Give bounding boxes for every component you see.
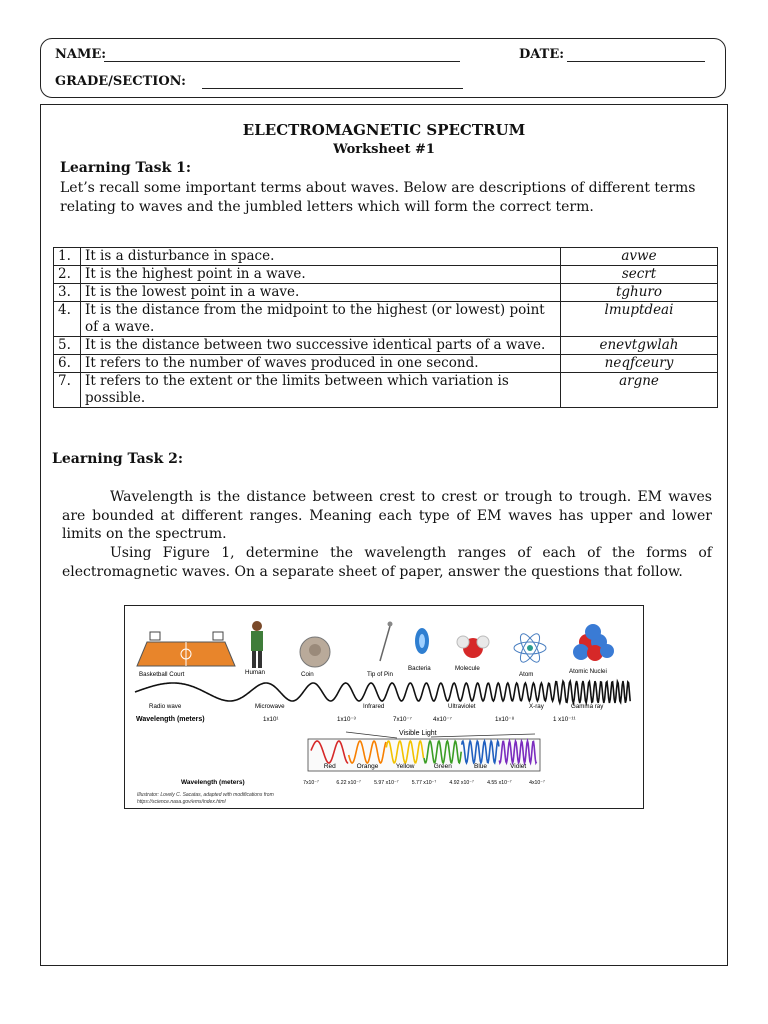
task1-intro: Let’s recall some important terms about waves. Below are descriptions of different terms relating to waves and the jumbled letters which will form the correct term. <box>60 180 696 215</box>
row-jumbled-letters: enevtgwlah <box>561 337 718 355</box>
wavelength-value: 1 x10⁻¹¹ <box>553 716 576 723</box>
row-jumbled-letters: tghuro <box>561 284 718 302</box>
object-label: Human <box>245 669 265 676</box>
task1-heading: Learning Task 1: <box>60 160 192 176</box>
table-row <box>54 284 718 302</box>
row-number: 1. <box>54 248 81 266</box>
wavelength-axis-label: Wavelength (meters) <box>136 716 205 723</box>
page-title: ELECTROMAGNETIC SPECTRUM <box>242 121 526 139</box>
color-label: Red <box>323 763 336 770</box>
row-jumbled-letters: avwe <box>561 248 718 266</box>
color-label: Violet <box>510 763 527 770</box>
row-number: 7. <box>54 373 81 408</box>
visible-values <box>303 780 545 786</box>
band-label: Infrared <box>363 703 385 710</box>
object-label: Atomic Nuclei <box>569 668 607 675</box>
color-label: Blue <box>473 763 488 770</box>
human-icon <box>251 621 263 668</box>
row-number: 4. <box>54 302 81 337</box>
atom-icon <box>514 631 546 665</box>
row-description: It is the highest point in a wave. <box>81 266 561 284</box>
object-label: Atom <box>519 671 534 678</box>
table-row <box>54 355 718 373</box>
spectrum-wave <box>135 681 630 703</box>
visible-wavelength-value: 4.55 x10⁻⁷ <box>487 780 512 786</box>
row-description: It is the distance between two successive identical parts of a wave. <box>81 337 561 355</box>
page-subtitle: Worksheet #1 <box>333 142 435 157</box>
name-label: NAME: <box>55 47 107 62</box>
object-label: Molecule <box>455 665 480 672</box>
visible-wavelength-value: 7x10⁻⁷ <box>303 780 319 786</box>
row-jumbled-letters: secrt <box>561 266 718 284</box>
table-row <box>54 302 718 337</box>
visible-wavelength-value: 4.92 x10⁻⁷ <box>449 780 474 786</box>
date-label: DATE: <box>519 47 565 62</box>
row-number: 6. <box>54 355 81 373</box>
visible-wavelength-value: 5.77 x10⁻⁷ <box>411 780 437 786</box>
coin-icon <box>300 637 330 667</box>
em-spectrum-figure <box>124 605 644 809</box>
wavelength-values <box>263 716 576 723</box>
task2-paragraph-2: Using Figure 1, determine the wavelength ranges of each of the forms of electromagnetic waves. On a separate sheet of paper, answer the questions that follow. <box>62 545 712 580</box>
row-jumbled-letters: argne <box>561 373 718 408</box>
figure-credit-line1: Illustrator: Lovely C. Sacatas, adapted with modifications from <box>137 792 274 798</box>
object-label: Basketball Court <box>139 671 185 678</box>
band-label: Radio wave <box>149 703 182 710</box>
object-labels <box>139 665 607 678</box>
object-label: Coin <box>301 671 314 678</box>
row-description: It refers to the number of waves produced in one second. <box>81 355 561 373</box>
wavelength-value: 1x10⁻³ <box>337 716 356 723</box>
visible-light-label: Visible Light <box>399 730 437 737</box>
molecule-icon <box>457 636 489 658</box>
row-description: It is the lowest point in a wave. <box>81 284 561 302</box>
band-labels <box>149 703 604 710</box>
terms-table <box>53 247 718 408</box>
band-label: Gamma ray <box>571 703 604 710</box>
color-label: Yellow <box>395 763 415 770</box>
basketball-court-icon <box>137 632 235 666</box>
bacteria-icon <box>415 628 429 654</box>
visible-wavelength-value: 5.97 x10⁻⁷ <box>374 780 399 786</box>
row-jumbled-letters: lmuptdeai <box>561 302 718 337</box>
visible-wavelength-axis-label: Wavelength (meters) <box>181 779 245 786</box>
row-description: It is a disturbance in space. <box>81 248 561 266</box>
color-label: Orange <box>356 763 379 770</box>
band-label: X-ray <box>529 703 544 710</box>
visible-wavelength-value: 6.22 x10⁻⁷ <box>336 780 361 786</box>
color-label: Green <box>433 763 452 770</box>
atomic-nuclei-icon <box>573 624 614 661</box>
row-number: 3. <box>54 284 81 302</box>
row-number: 5. <box>54 337 81 355</box>
wavelength-value: 4x10⁻⁷ <box>433 716 452 723</box>
object-label: Bacteria <box>408 665 431 672</box>
table-row <box>54 248 718 266</box>
pin-icon <box>380 622 393 662</box>
wavelength-value: 7x10⁻⁷ <box>393 716 412 723</box>
band-label: Ultraviolet <box>448 703 476 710</box>
em-spectrum-illustration <box>125 606 643 808</box>
band-label: Microwave <box>255 703 285 710</box>
task2-paragraph-1: Wavelength is the distance between crest to crest or trough to trough. EM waves are bounded at different ranges. Meaning each type of EM waves has upper and lower limits on the spectrum. <box>62 489 712 542</box>
wavelength-value: 1x10¹ <box>263 716 279 723</box>
row-description: It refers to the extent or the limits between which variation is possible. <box>81 373 561 408</box>
row-jumbled-letters: neqfceury <box>561 355 718 373</box>
wavelength-value: 1x10⁻⁸ <box>495 716 515 723</box>
date-field[interactable] <box>567 61 705 62</box>
table-row <box>54 373 718 408</box>
table-row <box>54 337 718 355</box>
row-description: It is the distance from the midpoint to the highest (or lowest) point of a wave. <box>81 302 561 337</box>
name-field[interactable] <box>104 61 460 62</box>
grade-section-field[interactable] <box>202 88 463 89</box>
task2-heading: Learning Task 2: <box>52 451 184 467</box>
figure-credit-line2: https://science.nasa.gov/ems/index.html <box>137 799 226 805</box>
table-row <box>54 266 718 284</box>
row-number: 2. <box>54 266 81 284</box>
student-info-box <box>40 38 726 98</box>
grade-section-label: GRADE/SECTION: <box>55 74 186 89</box>
object-label: Tip of Pin <box>367 671 393 678</box>
visible-wavelength-value: 4x10⁻⁷ <box>529 780 545 786</box>
